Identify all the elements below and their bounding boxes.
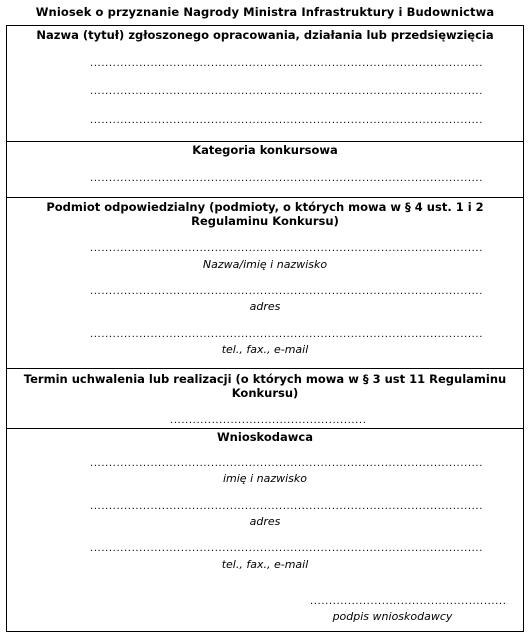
podmiot-name-field-line[interactable]: ........................................................................................................ [90, 243, 483, 254]
podmiot-contact-caption: tel., fax., e-mail [221, 343, 309, 356]
wnioskodawca-contact-field-line[interactable]: ........................................................................................................ [90, 543, 483, 554]
section-nazwa-heading: Nazwa (tytuł) zgłoszonego opracowania, działania lub przedsięwzięcia [36, 28, 494, 42]
form-title: Wniosek o przyznanie Nagrody Ministra Infrastruktury i Budownictwa [35, 5, 495, 19]
podmiot-address-field-line[interactable]: ........................................................................................................ [90, 286, 483, 297]
nazwa-field-line-1[interactable]: ........................................................................................................ [90, 58, 483, 69]
termin-field-line[interactable]: .................................................... [170, 415, 367, 426]
section-termin-heading: Termin uchwalenia lub realizacji (o których mowa w § 3 ust 11 Regulaminu Konkursu) [23, 372, 507, 400]
wnioskodawca-address-field-line[interactable]: ........................................................................................................ [90, 501, 483, 512]
podmiot-contact-field-line[interactable]: ........................................................................................................ [90, 329, 483, 340]
wnioskodawca-name-field-line[interactable]: ........................................................................................................ [90, 458, 483, 469]
section-divider [6, 428, 524, 429]
signature-caption: podpis wnioskodawcy [332, 610, 453, 623]
section-wnioskodawca-heading: Wnioskodawca [217, 430, 313, 444]
wnioskodawca-address-caption: adres [249, 515, 281, 528]
section-divider [6, 368, 524, 369]
section-divider [6, 197, 524, 198]
section-kategoria-heading: Kategoria konkursowa [192, 143, 338, 157]
wnioskodawca-contact-caption: tel., fax., e-mail [221, 558, 309, 571]
nazwa-field-line-2[interactable]: ........................................................................................................ [90, 86, 483, 97]
podmiot-name-caption: Nazwa/imię i nazwisko [202, 258, 328, 271]
wnioskodawca-name-caption: imię i nazwisko [222, 472, 307, 485]
nazwa-field-line-3[interactable]: ........................................................................................................ [90, 115, 483, 126]
section-podmiot-heading: Podmiot odpowiedzialny (podmioty, o których mowa w § 4 ust. 1 i 2 Regulaminu Konkursu) [46, 200, 484, 228]
signature-field-line[interactable]: .................................................... [310, 596, 507, 607]
podmiot-address-caption: adres [249, 300, 281, 313]
section-divider [6, 141, 524, 142]
kategoria-field-line[interactable]: ........................................................................................................ [90, 173, 483, 184]
